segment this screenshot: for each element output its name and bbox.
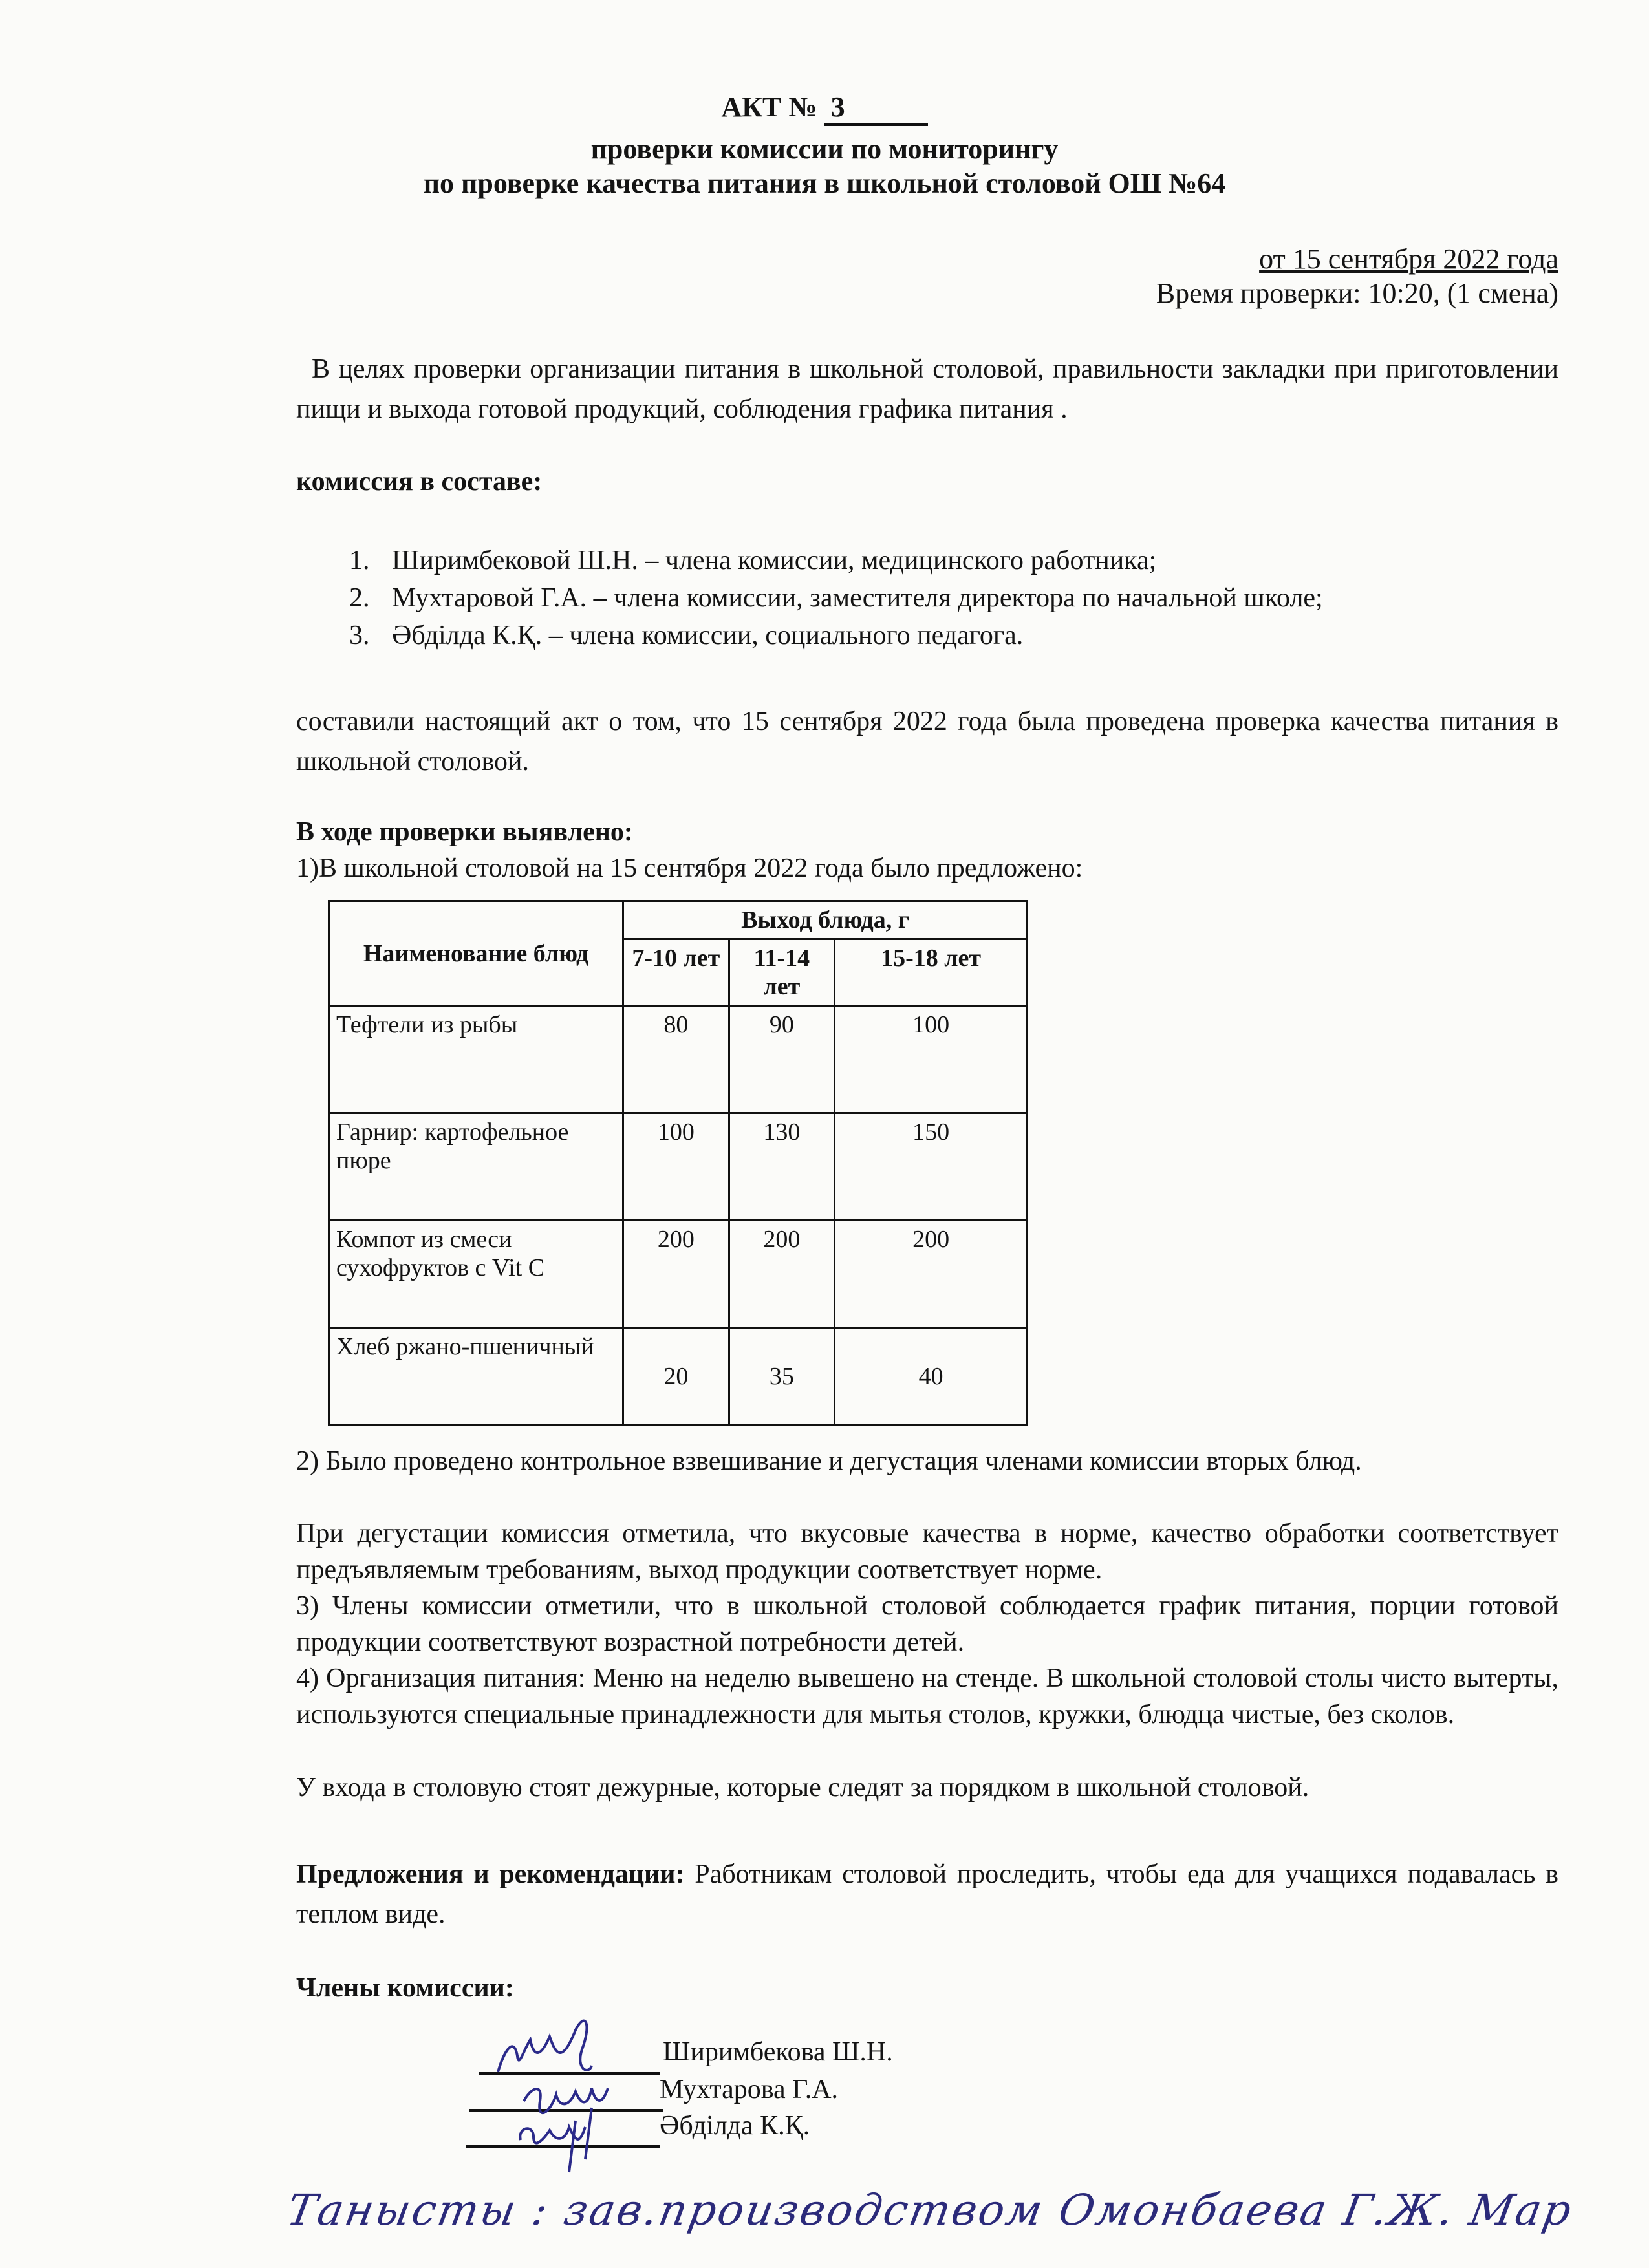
- check-time: Время проверки: 10:20, (1 смена): [1156, 277, 1558, 309]
- yield-value: 150: [835, 1113, 1028, 1221]
- member-text: Ширимбековой Ш.Н. – члена комиссии, медицинского работника;: [392, 546, 1157, 575]
- act-label: АКТ №: [721, 91, 817, 123]
- yield-value: 35: [729, 1328, 835, 1425]
- member-number: 1.: [349, 546, 370, 575]
- commission-heading: комиссия в составе:: [296, 467, 543, 497]
- yield-value: 100: [835, 1006, 1028, 1113]
- act-subtitle-line2: по проверке качества питания в школьной столовой ОШ №64: [423, 167, 1226, 199]
- age-header: 11-14 лет: [729, 939, 835, 1006]
- member-number: 3.: [349, 621, 370, 650]
- recommendations-paragraph: [296, 1854, 1558, 1934]
- member-text: Әбділда К.Қ. – члена комиссии, социального педагога.: [392, 621, 1024, 650]
- yield-value: 100: [623, 1113, 729, 1221]
- signatory-name: Әбділда К.Қ.: [660, 2111, 810, 2141]
- act-date: от 15 сентября 2022 года: [1259, 243, 1558, 275]
- findings-heading: В ходе проверки выявлено:: [296, 817, 633, 847]
- dish-name-header: Наименование блюд: [329, 901, 623, 1006]
- table-row: [329, 1328, 1028, 1425]
- act-title: [0, 91, 1649, 126]
- purpose-paragraph: В целях проверки организации питания в школьной столовой, правильности закладки при приготовлении пищи и выхода готовой продукций, соблюдения графика питания .: [296, 354, 1558, 424]
- age-header: 7-10 лет: [623, 939, 729, 1006]
- finding-item-3: 3) Члены комиссии отметили, что в школьной столовой соблюдается график питания, порции готовой продукции соответствуют возрастной потребности детей.: [296, 1591, 1558, 1657]
- yield-value: 200: [623, 1221, 729, 1328]
- handwritten-signatures-icon: [479, 2011, 673, 2179]
- yield-value: 90: [729, 1006, 835, 1113]
- yield-value: 200: [835, 1221, 1028, 1328]
- finding-item-4: 4) Организация питания: Меню на неделю вывешено на стенде. В школьной столовой столы чисто вытерты, используются специальные принадлежности для мытья столов, кружки, блюдца чистые, без сколов.: [296, 1664, 1558, 1729]
- finding-item-4-extra: У входа в столовую стоят дежурные, которые следят за порядком в школьной столовой.: [296, 1773, 1310, 1803]
- table-row: [329, 1006, 1028, 1113]
- signatory-name: Ширимбекова Ш.Н.: [663, 2037, 893, 2067]
- statement-paragraph: составили настоящий акт о том, что 15 сентября 2022 года была проведена проверка качества питания в школьной столовой.: [296, 707, 1558, 776]
- dish-name: Компот из смеси сухофруктов с Vit C: [329, 1221, 623, 1328]
- dish-name: Тефтели из рыбы: [329, 1006, 623, 1113]
- member-text: Мухтаровой Г.А. – члена комиссии, заместителя директора по начальной школе;: [392, 583, 1323, 613]
- yield-value: 20: [623, 1328, 729, 1425]
- table-row: [329, 1113, 1028, 1221]
- dish-name: Гарнир: картофельное пюре: [329, 1113, 623, 1221]
- yield-value: 200: [729, 1221, 835, 1328]
- member-number: 2.: [349, 583, 370, 613]
- table-header-row: [329, 901, 1028, 939]
- commission-members-list: [349, 542, 1323, 654]
- finding-item-2: 2) Было проведено контрольное взвешивание и дегустация членами комиссии вторых блюд.: [296, 1446, 1362, 1476]
- signature-scribble-2: [524, 2088, 608, 2113]
- table-row: [329, 1221, 1028, 1328]
- menu-table: [328, 900, 1028, 1426]
- signatory-name: Мухтарова Г.А.: [660, 2075, 839, 2104]
- act-subtitle-line1: проверки комиссии по мониторингу: [590, 133, 1059, 165]
- yield-value: 40: [835, 1328, 1028, 1425]
- yield-header: Выход блюда, г: [623, 901, 1028, 939]
- yield-value: 80: [623, 1006, 729, 1113]
- handwritten-acknowledgement: Танысты : зав.производством Омонбаева Г.Ж. Мар: [283, 2185, 1577, 2235]
- member-item: [349, 542, 1323, 579]
- member-item: [349, 579, 1323, 617]
- member-item: [349, 617, 1323, 654]
- age-header: 15-18 лет: [835, 939, 1028, 1006]
- finding-item-2-note: При дегустации комиссия отметила, что вкусовые качества в норме, качество обработки соответствует предъявляемым требованиям, выход продукции соответствует норме.: [296, 1519, 1558, 1585]
- yield-value: 130: [729, 1113, 835, 1221]
- signature-scribble-1: [498, 2021, 592, 2072]
- act-number: 3: [824, 91, 928, 126]
- signature-scribble-3: [520, 2108, 592, 2172]
- finding-item-1: 1)В школьной столовой на 15 сентября 2022 года было предложено:: [296, 853, 1083, 883]
- signatures-heading: Члены комиссии:: [296, 1973, 514, 2003]
- recommendations-text: Работникам столовой проследить, чтобы еда для учащихся подавалась в теплом виде.: [296, 1859, 1558, 1929]
- recommendations-label: Предложения и рекомендации:: [296, 1859, 685, 1889]
- dish-name: Хлеб ржано-пшеничный: [329, 1328, 623, 1425]
